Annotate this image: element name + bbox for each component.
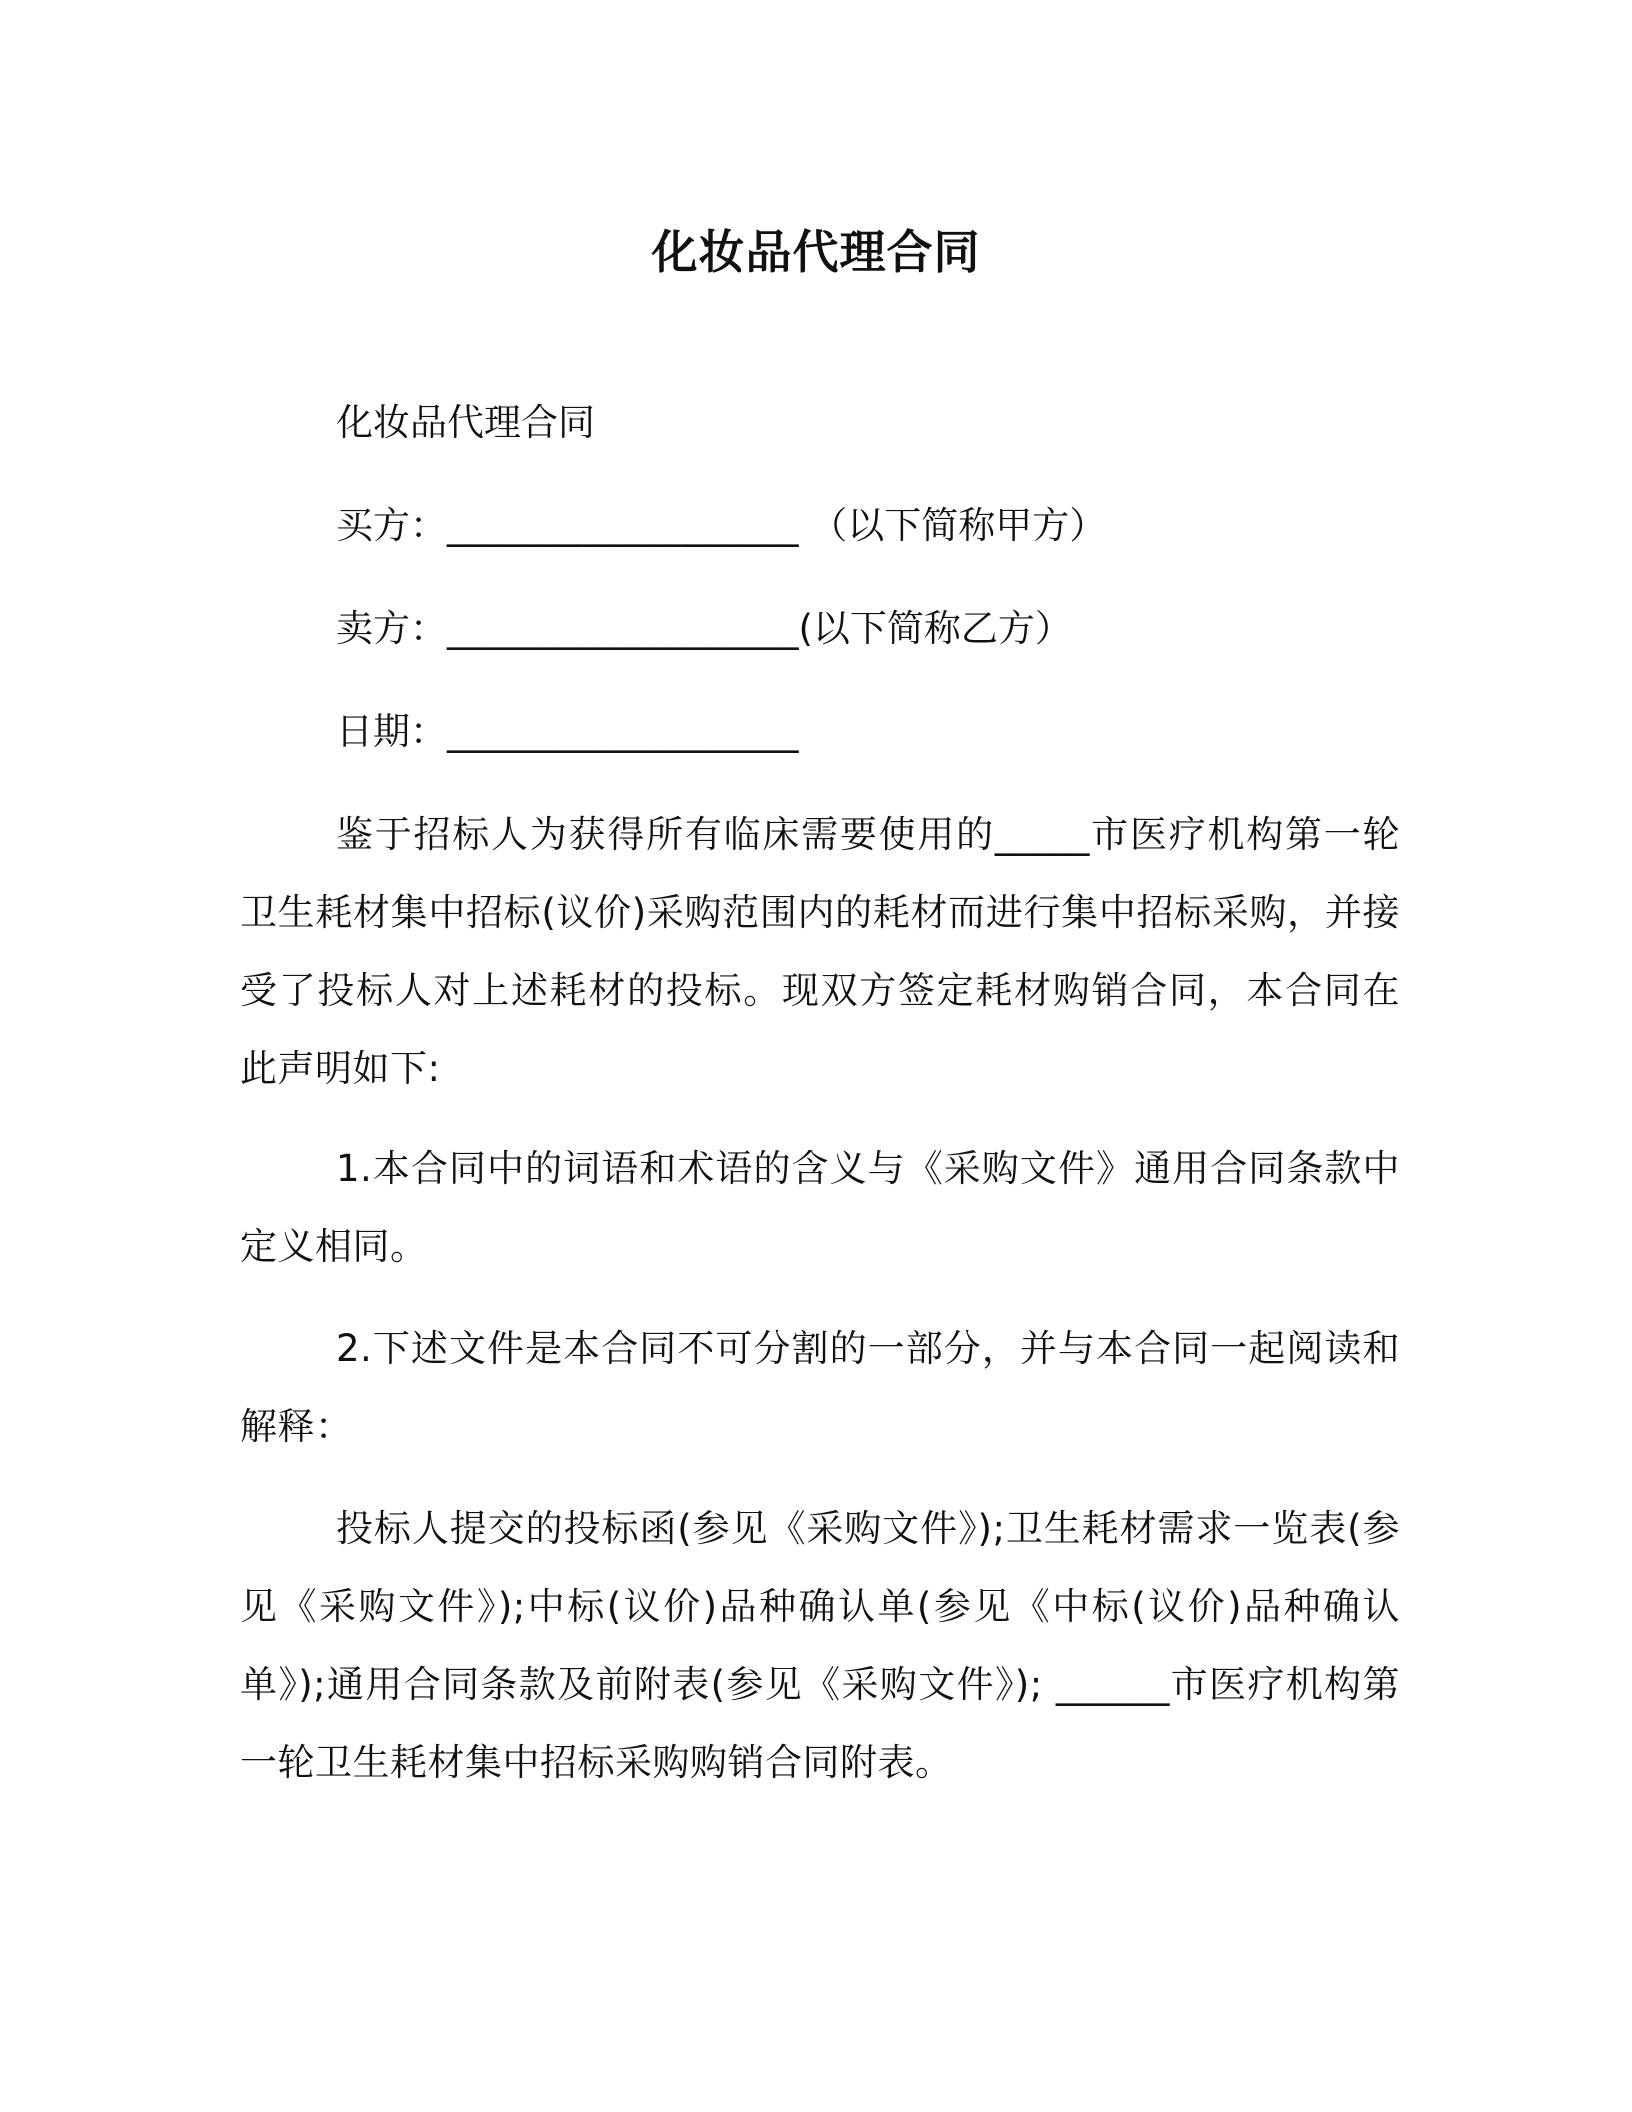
- clause-1-paragraph: 1.本合同中的词语和术语的含义与《采购文件》通用合同条款中定义相同。: [240, 1147, 1400, 1268]
- preamble-paragraph: 鉴于招标人为获得所有临床需要使用的_____市医疗机构第一轮卫生耗材集中招标(议价)采购范围内的耗材而进行集中招标采购，并接受了投标人对上述耗材的投标。现双方签定耗材购销合同，本合同在此声明如下:: [240, 813, 1400, 1090]
- documents-list-paragraph: 投标人提交的投标函(参见《采购文件》);卫生耗材需求一览表(参见《采购文件》);中标(议价)品种确认单(参见《中标(议价)品种确认单》);通用合同条款及前附表(参见《采购文件》); ______市医疗机构第一轮卫生耗材集中招标采购购销合同附表。: [240, 1507, 1400, 1784]
- document-title: 化妆品代理合同: [651, 225, 981, 279]
- buyer-line: 买方：___________________ （以下简称甲方）: [336, 504, 1107, 547]
- seller-line: 卖方：___________________(以下简称乙方）: [336, 607, 1072, 650]
- date-line: 日期：___________________: [336, 710, 799, 753]
- document-subtitle: 化妆品代理合同: [336, 401, 595, 444]
- clause-2-paragraph: 2.下述文件是本合同不可分割的一部分，并与本合同一起阅读和解释：: [240, 1327, 1400, 1448]
